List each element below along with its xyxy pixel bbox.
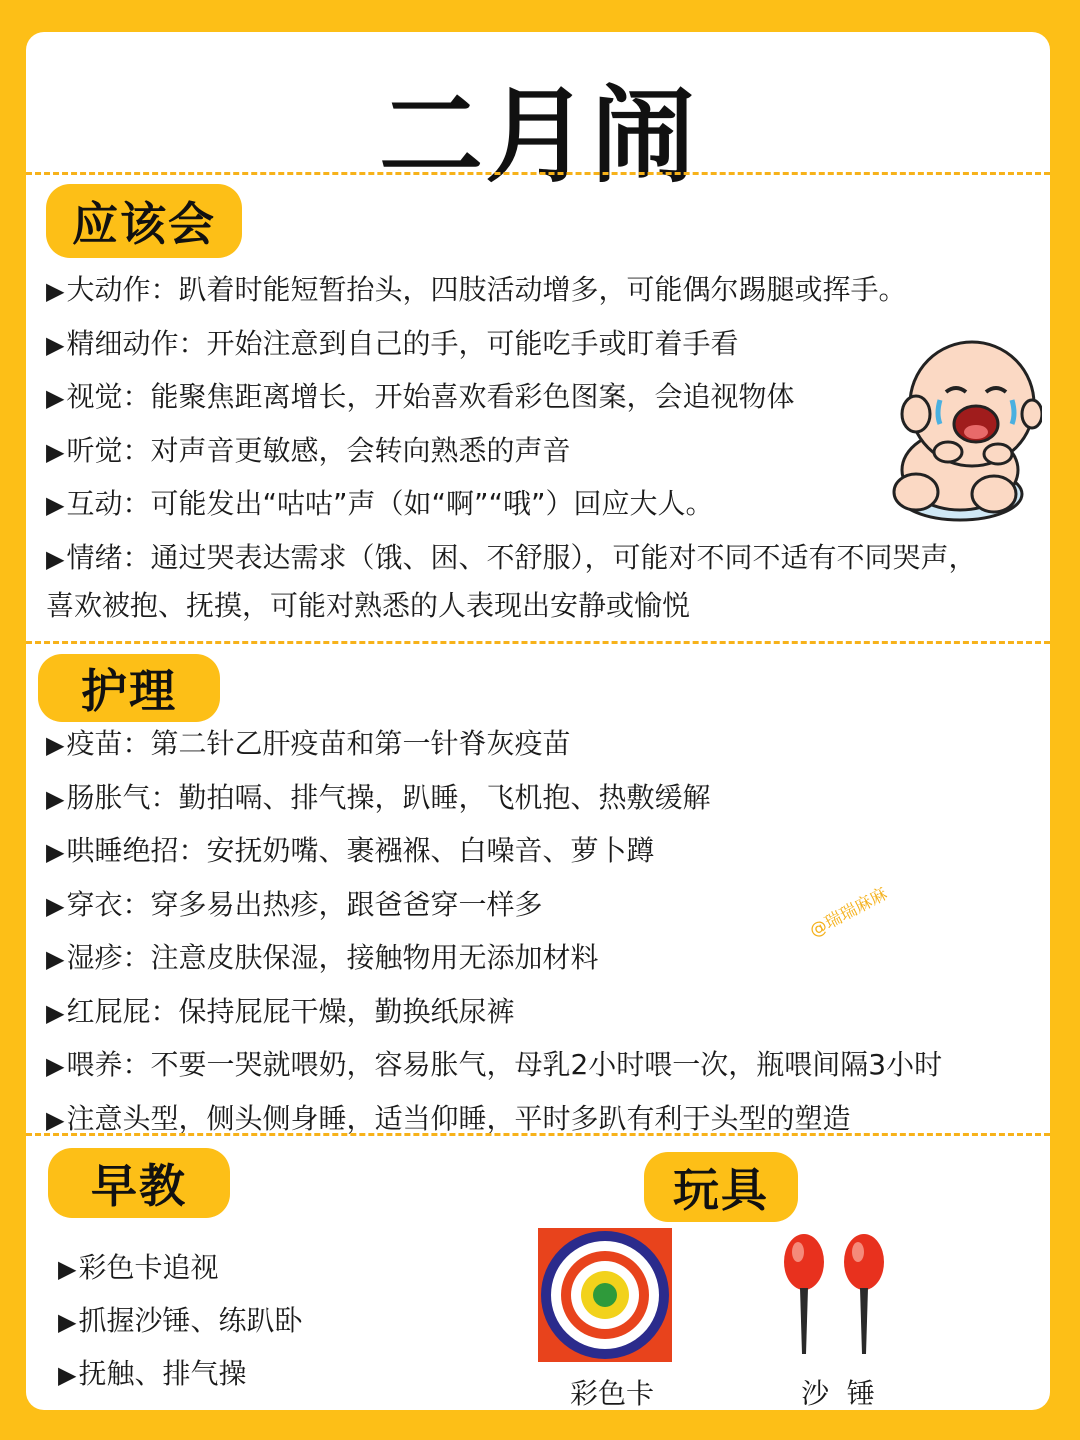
maracas-icon <box>778 1232 898 1358</box>
list-item: ▶互动：可能发出“咕咕”声（如“啊”“哦”）回应大人。 <box>46 487 714 520</box>
should-list <box>46 264 976 585</box>
toy-caption-maracas: 沙 锤 <box>801 1377 875 1410</box>
watermark: @瑞瑞麻麻 <box>806 883 891 942</box>
arrow-icon: ▶ <box>46 544 65 573</box>
arrow-icon: ▶ <box>58 1361 77 1389</box>
arrow-icon: ▶ <box>46 998 65 1027</box>
section-label-should: 应该会 <box>46 184 242 258</box>
arrow-icon: ▶ <box>46 784 65 813</box>
list-item: ▶注意头型，侧头侧身睡，适当仰睡，平时多趴有利于头型的塑造 <box>46 1101 851 1135</box>
arrow-icon: ▶ <box>46 491 65 519</box>
toy-caption-color-card: 彩色卡 <box>569 1377 654 1410</box>
list-item-continuation: 喜欢被抱、抚摸，可能对熟悉的人表现出安静或愉悦 <box>46 589 691 622</box>
crying-baby-icon <box>876 332 1042 524</box>
list-item: ▶彩色卡追视 <box>58 1251 219 1284</box>
list-item: ▶湿疹：注意皮肤保湿，接触物用无添加材料 <box>46 941 599 974</box>
arrow-icon: ▶ <box>58 1308 77 1336</box>
section-label-early-edu: 早教 <box>48 1148 230 1218</box>
list-item: ▶喂养：不要一哭就喂奶，容易胀气，母乳2小时喂一次，瓶喂间隔3小时 <box>46 1048 943 1081</box>
list-item: ▶穿衣：穿多易出热疹，跟爸爸穿一样多 <box>46 887 543 921</box>
list-item: ▶情绪：通过哭表达需求（饿、困、不舒服），可能对不同不适有不同哭声， <box>46 540 977 574</box>
arrow-icon: ▶ <box>46 277 65 305</box>
divider <box>26 641 1050 644</box>
list-item: ▶疫苗：第二针乙肝疫苗和第一针脊灰疫苗 <box>46 727 571 760</box>
arrow-icon: ▶ <box>46 838 65 866</box>
arrow-icon: ▶ <box>46 437 65 466</box>
care-list <box>46 718 942 1146</box>
divider <box>26 1133 1050 1136</box>
divider <box>26 172 1050 175</box>
arrow-icon: ▶ <box>46 731 65 759</box>
arrow-icon: ▶ <box>46 891 65 920</box>
arrow-icon: ▶ <box>46 945 65 973</box>
arrow-icon: ▶ <box>58 1255 77 1283</box>
color-card-target-icon <box>538 1228 672 1362</box>
arrow-icon: ▶ <box>46 1052 65 1080</box>
list-item: ▶抓握沙锤、练趴卧 <box>58 1304 303 1337</box>
arrow-icon: ▶ <box>46 330 65 359</box>
list-item: ▶哄睡绝招：安抚奶嘴、裹襁褓、白噪音、萝卜蹲 <box>46 834 655 867</box>
early-edu-list <box>58 1242 302 1401</box>
list-item: ▶听觉：对声音更敏感，会转向熟悉的声音 <box>46 433 571 467</box>
arrow-icon: ▶ <box>46 1105 65 1134</box>
list-item: ▶视觉：能聚焦距离增长，开始喜欢看彩色图案，会追视物体 <box>46 380 795 413</box>
list-item: ▶大动作：趴着时能短暂抬头，四肢活动增多，可能偶尔踢腿或挥手。 <box>46 273 907 306</box>
arrow-icon: ▶ <box>46 384 65 412</box>
list-item: ▶肠胀气：勤拍嗝、排气操，趴睡，飞机抱、热敷缓解 <box>46 780 711 814</box>
list-item: ▶抚触、排气操 <box>58 1357 247 1390</box>
list-item: ▶红屁屁：保持屁屁干燥，勤换纸尿裤 <box>46 994 515 1028</box>
list-item: ▶精细动作：开始注意到自己的手，可能吃手或盯着手看 <box>46 326 739 360</box>
section-label-care: 护理 <box>38 654 220 722</box>
page-title: 二月闹 <box>378 75 697 197</box>
infographic-card <box>26 32 1050 1410</box>
section-label-toys: 玩具 <box>644 1152 798 1222</box>
